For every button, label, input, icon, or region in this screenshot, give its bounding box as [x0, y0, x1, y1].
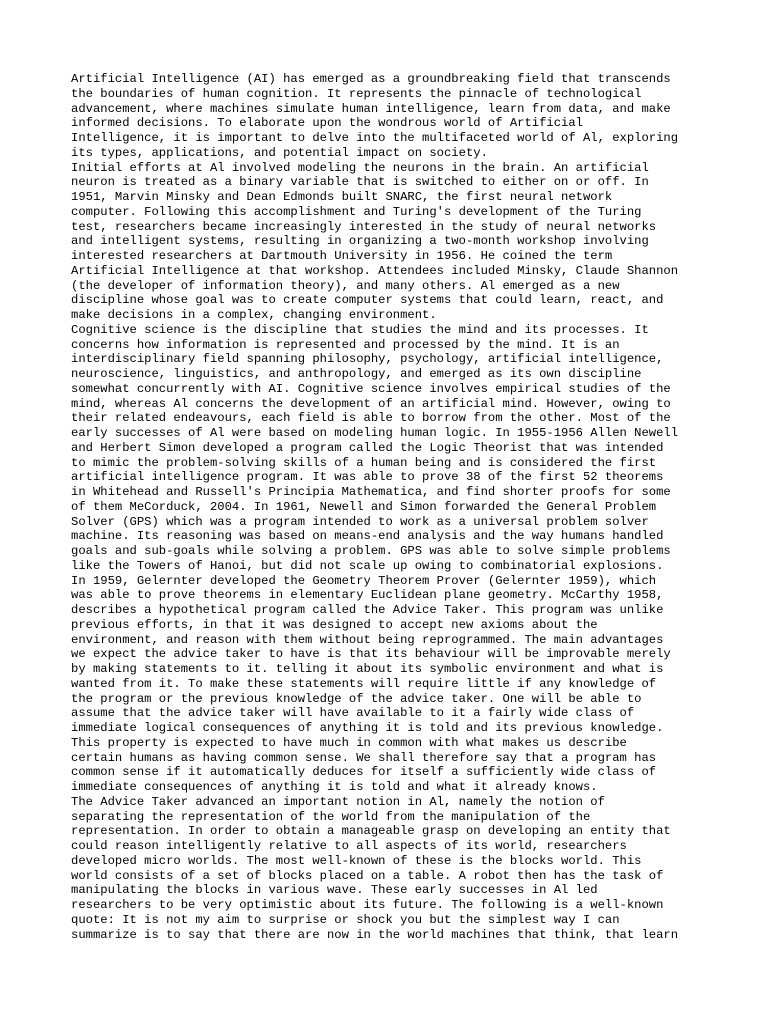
text-line: goals and sub-goals while solving a problem. GPS was able to solve simple problems	[71, 544, 671, 558]
text-line: their related endeavours, each field is able to borrow from the other. Most of the	[71, 411, 671, 426]
text-line: mind, whereas Al concerns the development of an artificial mind. However, owing to	[71, 396, 671, 411]
text-line: informed decisions. To elaborate upon the wondrous world of Artificial	[71, 116, 583, 131]
text-line: neuroscience, linguistics, and anthropology, and emerged as its own discipline	[71, 367, 642, 381]
text-line: interested researchers at Dartmouth University in 1956. He coined the term	[71, 249, 613, 263]
text-line: the boundaries of human cognition. It represents the pinnacle of technological	[71, 86, 642, 101]
text-line: Artificial Intelligence at that workshop. Attendees included Minsky, Claude Shannon	[71, 263, 679, 278]
text-line: somewhat concurrently with AI. Cognitive science involves empirical studies of the	[71, 381, 671, 396]
text-line: in Whitehead and Russell's Principia Mathematica, and find shorter proofs for some	[71, 485, 671, 499]
text-line: representation. In order to obtain a manageable grasp on developing an entity that	[71, 824, 671, 839]
text-line: Cognitive science is the discipline that studies the mind and its processes. It	[71, 322, 649, 337]
text-line: world consists of a set of blocks placed on a table. A robot then has the task of	[71, 868, 664, 883]
text-line: assume that the advice taker will have available to it a fairly wide class of	[71, 706, 635, 721]
text-line: of them MeCorduck, 2004. In 1961, Newell and Simon forwarded the General Problem	[71, 499, 657, 514]
document-text	[71, 72, 711, 942]
text-line: quote: It is not my aim to surprise or shock you but the simplest way I can	[71, 912, 620, 927]
text-line: its types, applications, and potential impact on society.	[71, 145, 488, 160]
text-line: separating the representation of the world from the manipulation of the	[71, 809, 591, 824]
text-line: environment, and reason with them without being reprogrammed. The main advantages	[71, 632, 664, 647]
text-line: interdisciplinary field spanning philosophy, psychology, artificial intelligence,	[71, 352, 664, 367]
text-line: artificial intelligence program. It was able to prove 38 of the first 52 theorems	[71, 470, 664, 485]
text-line: 1951, Marvin Minsky and Dean Edmonds built SNARC, the first neural network	[71, 190, 613, 204]
text-line: make decisions in a complex, changing environment.	[71, 308, 437, 322]
text-line: developed micro worlds. The most well-known of these is the blocks world. This	[71, 853, 642, 868]
text-line: common sense if it automatically deduces for itself a sufficiently wide class of	[71, 765, 657, 780]
text-line: advancement, where machines simulate human intelligence, learn from data, and make	[71, 101, 671, 116]
text-line: by making statements to it. telling it about its symbolic environment and what is	[71, 662, 664, 676]
text-line: early successes of Al were based on modeling human logic. In 1955-1956 Allen Newell	[71, 426, 679, 440]
text-line: wanted from it. To make these statements will require little if any knowledge of	[71, 676, 657, 691]
text-line: we expect the advice taker to have is that its behaviour will be improvable merely	[71, 647, 671, 662]
text-line: researchers to be very optimistic about its future. The following is a well-known	[71, 898, 664, 912]
text-line: neuron is treated as a binary variable that is switched to either on or off. In	[71, 175, 649, 190]
text-line: manipulating the blocks in various wave. These early successes in Al led	[71, 883, 598, 898]
text-line: The Advice Taker advanced an important notion in Al, namely the notion of	[71, 794, 605, 809]
text-line: was able to prove theorems in elementary Euclidean plane geometry. McCarthy 1958,	[71, 588, 664, 603]
text-line: Solver (GPS) which was a program intended to work as a universal problem solver	[71, 514, 649, 529]
text-line: This property is expected to have much in common with what makes us describe	[71, 735, 627, 750]
text-line: computer. Following this accomplishment and Turing's development of the Turing	[71, 204, 642, 219]
text-line: certain humans as having common sense. We shall therefore say that a program has	[71, 750, 657, 765]
text-line: Intelligence, it is important to delve into the multifaceted world of Al, exploring	[71, 131, 679, 145]
text-line: describes a hypothetical program called the Advice Taker. This program was unlike	[71, 603, 664, 617]
text-line: concerns how information is represented and processed by the mind. It is an	[71, 337, 620, 352]
text-line: machine. Its reasoning was based on means-end analysis and the way humans handled	[71, 529, 664, 544]
text-line: and Herbert Simon developed a program called the Logic Theorist that was intended	[71, 440, 664, 455]
text-line: (the developer of information theory), and many others. Al emerged as a new	[71, 278, 620, 293]
text-line: to mimic the problem-solving skills of a human being and is considered the first	[71, 455, 657, 470]
text-line: Initial efforts at Al involved modeling the neurons in the brain. An artificial	[71, 160, 649, 175]
text-line: immediate consequences of anything it is told and what it already knows.	[71, 780, 598, 794]
text-line: and intelligent systems, resulting in organizing a two-month workshop involving	[71, 234, 649, 249]
text-line: immediate logical consequences of anything it is told and its previous knowledge.	[71, 721, 664, 735]
text-line: discipline whose goal was to create computer systems that could learn, react, and	[71, 293, 664, 308]
text-line: like the Towers of Hanoi, but did not scale up owing to combinatorial explosions.	[71, 558, 664, 573]
text-line: In 1959, Gelernter developed the Geometry Theorem Prover (Gelernter 1959), which	[71, 573, 657, 588]
text-line: summarize is to say that there are now in the world machines that think, that learn	[71, 927, 679, 942]
text-line: the program or the previous knowledge of the advice taker. One will be able to	[71, 691, 642, 706]
text-line: could reason intelligently relative to all aspects of its world, researchers	[71, 839, 627, 853]
text-line: Artificial Intelligence (AI) has emerged as a groundbreaking field that transcends	[71, 72, 671, 86]
text-line: previous efforts, in that it was designed to accept new axioms about the	[71, 617, 598, 632]
text-line: test, researchers became increasingly interested in the study of neural networks	[71, 219, 657, 234]
